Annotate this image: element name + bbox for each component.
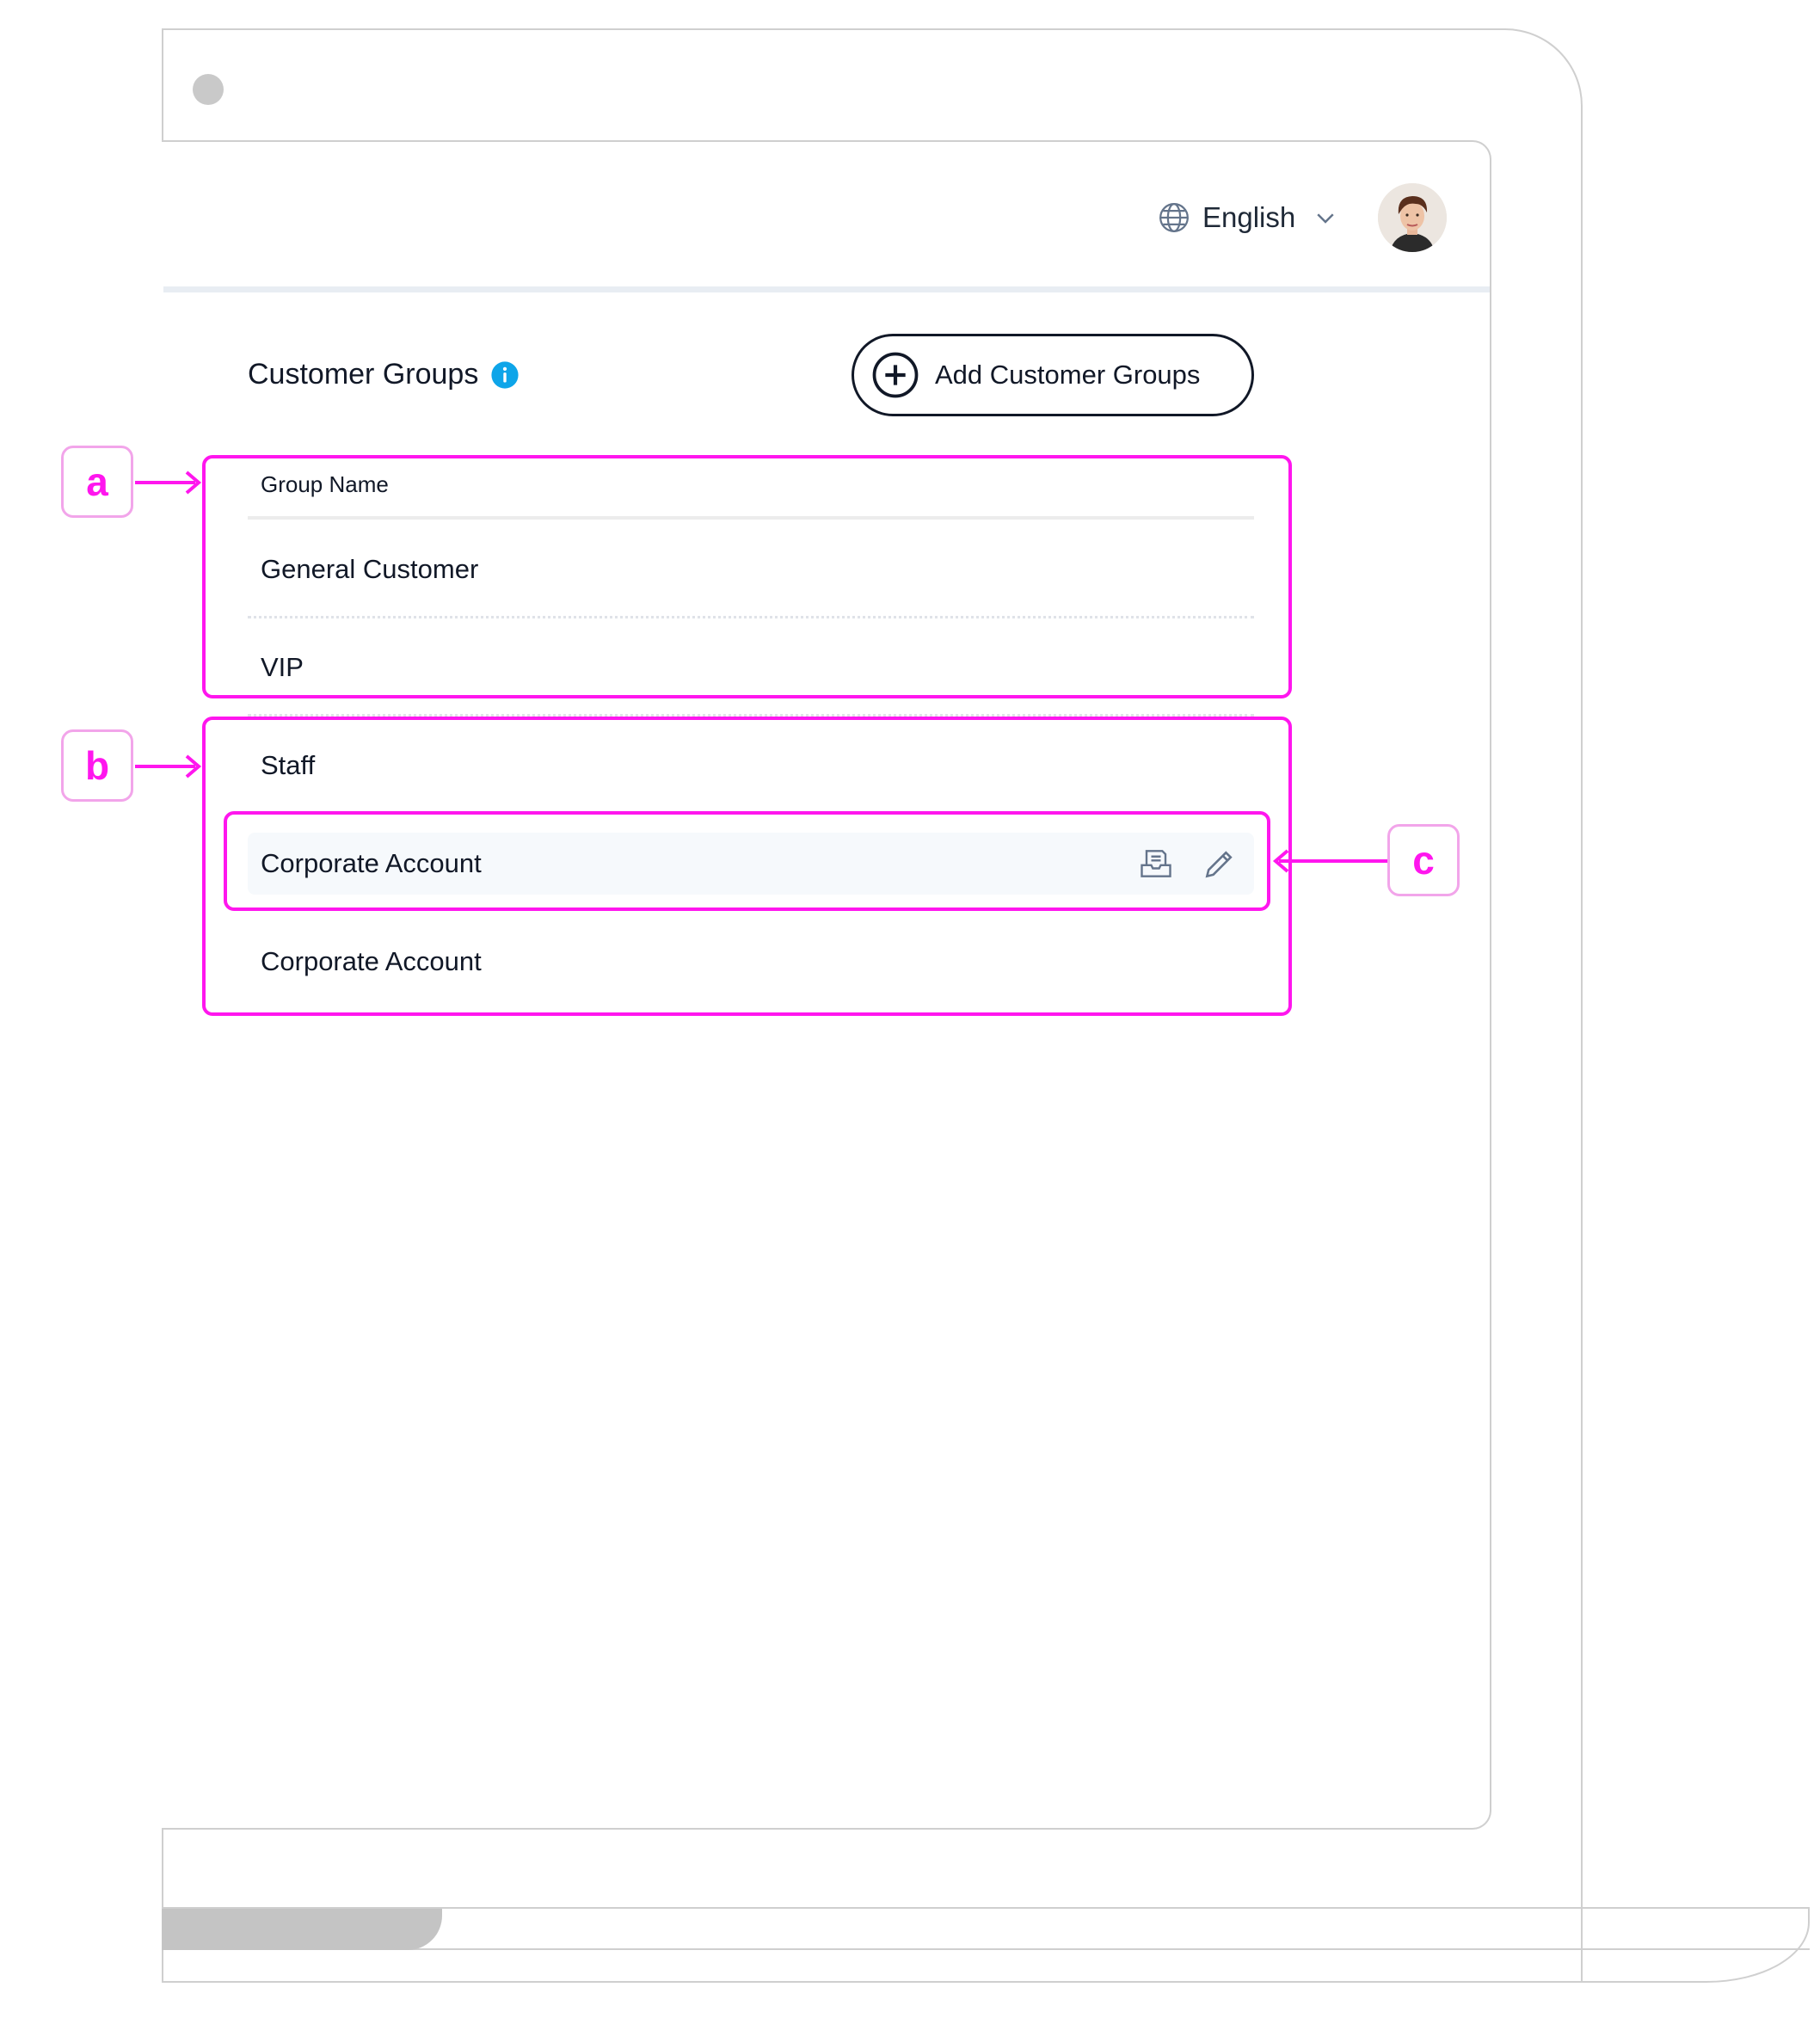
annotation-label-b: b <box>61 729 133 802</box>
language-selector[interactable] <box>1158 198 1338 237</box>
group-name: Corporate Account <box>261 848 482 878</box>
info-icon[interactable] <box>490 360 520 390</box>
page-title-text: Customer Groups <box>248 358 479 391</box>
add-customer-groups-button[interactable] <box>852 334 1254 416</box>
annotation-box-a <box>202 455 1292 698</box>
group-name: VIP <box>261 652 304 682</box>
page-title <box>248 358 520 391</box>
group-name: General Customer <box>261 554 479 584</box>
laptop-base-notch <box>162 1909 442 1950</box>
group-name: Staff <box>261 750 316 780</box>
annotation-arrow-a <box>133 469 204 496</box>
annotation-arrow-b <box>133 753 204 780</box>
annotation-label-c: c <box>1387 824 1460 896</box>
annotation-label-a: a <box>61 446 133 518</box>
avatar[interactable] <box>1378 183 1447 252</box>
annotation-arrow-c <box>1270 847 1389 875</box>
chevron-down-icon <box>1313 205 1338 231</box>
topbar-divider <box>163 286 1490 292</box>
globe-icon <box>1158 201 1190 234</box>
avatar-image <box>1378 183 1447 252</box>
plus-circle-icon <box>871 351 919 399</box>
column-header-group-name: Group Name <box>261 471 389 497</box>
group-name: Corporate Account <box>261 946 482 976</box>
annotation-box-c <box>224 811 1270 911</box>
camera-dot <box>193 74 224 105</box>
add-customer-groups-label: Add Customer Groups <box>935 360 1201 390</box>
language-label: English <box>1202 201 1296 233</box>
